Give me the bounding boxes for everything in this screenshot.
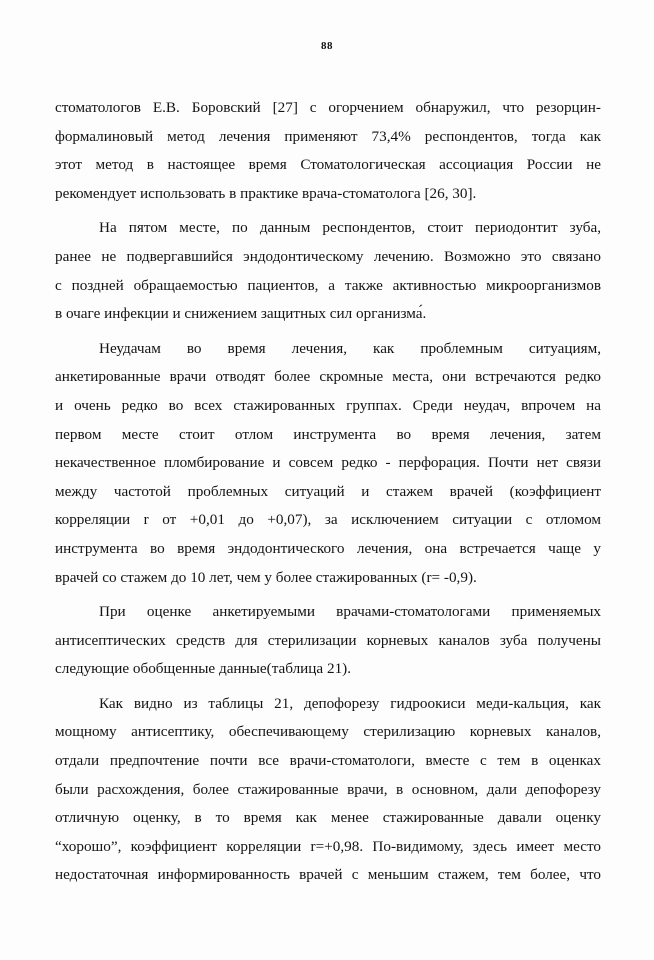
text-line: формалиновый метод лечения применяют 73,4% респондентов, тогда как <box>55 127 601 145</box>
text-line: отдали предпочтение почти все врачи-стоматологи, вместе с тем в оценках <box>55 752 601 770</box>
text-line: отличную оценку, в то время как менее стажированные давали оценку <box>55 809 601 827</box>
text-line: инструмента во время эндодонтического лечения, она встречается чаще у <box>55 539 601 557</box>
text-line: рекомендует использовать в практике врача-стоматолога [26, 30]. <box>55 184 477 202</box>
text-line: “хорошо”, коэффициент корреляции r=+0,98. По-видимому, здесь имеет место <box>55 837 601 855</box>
text-line: были расхождения, более стажированные врачи, в основном, дали депофорезу <box>55 780 601 798</box>
paragraph <box>55 335 601 592</box>
text-line: Неудачам во время лечения, как проблемным ситуациям, <box>99 339 601 357</box>
text-line: с поздней обращаемостью пациентов, а также активностью микроорганизмов <box>55 276 601 294</box>
text-line: недостаточная информированность врачей с меньшим стажем, тем более, что <box>55 866 601 884</box>
text-line: ранее не подвергавшийся эндодонтическому лечению. Возможно это связано <box>55 247 601 265</box>
text-line: стоматологов Е.В. Боровский [27] с огорчением обнаружил, что резорцин- <box>55 99 601 116</box>
text-line: этот метод в настоящее время Стоматологическая ассоциация России не <box>55 156 601 174</box>
paragraph <box>55 94 601 208</box>
document-body <box>55 94 601 890</box>
text-line: некачественное пломбирование и совсем редко - перфорация. Почти нет связи <box>55 454 601 472</box>
page-number: 88 <box>321 40 333 52</box>
text-line: Как видно из таблицы 21, депофорезу гидроокиси меди-кальция, как <box>99 694 601 712</box>
text-line: При оценке анкетируемыми врачами-стоматологами применяемых <box>99 603 601 621</box>
text-line: корреляции r от +0,01 до +0,07), за исключением ситуации с отломом <box>55 511 601 529</box>
text-line: между частотой проблемных ситуаций и стажем врачей (коэффициент <box>55 482 601 500</box>
text-line: и очень редко во всех стажированных группах. Среди неудач, впрочем на <box>55 396 601 414</box>
text-line: На пятом месте, по данным респондентов, стоит периодонтит зуба, <box>99 219 601 237</box>
paragraph <box>55 214 601 328</box>
text-line: следующие обобщенные данные(таблица 21). <box>55 660 352 678</box>
text-line: мощному антисептику, обеспечивающему стерилизацию корневых каналов, <box>55 723 601 741</box>
paragraph <box>55 598 601 684</box>
text-line: антисептических средств для стерилизации корневых каналов зуба получены <box>55 631 601 649</box>
text-line: анкетированные врачи отводят более скромные места, они встречаются редко <box>55 368 601 386</box>
text-line: врачей со стажем до 10 лет, чем у более стажированных (r= -0,9). <box>55 568 477 586</box>
text-line: первом месте стоит отлом инструмента во время лечения, затем <box>55 425 601 443</box>
paragraph <box>55 690 601 890</box>
text-line: в очаге инфекции и снижением защитных сил организма́. <box>55 305 427 323</box>
